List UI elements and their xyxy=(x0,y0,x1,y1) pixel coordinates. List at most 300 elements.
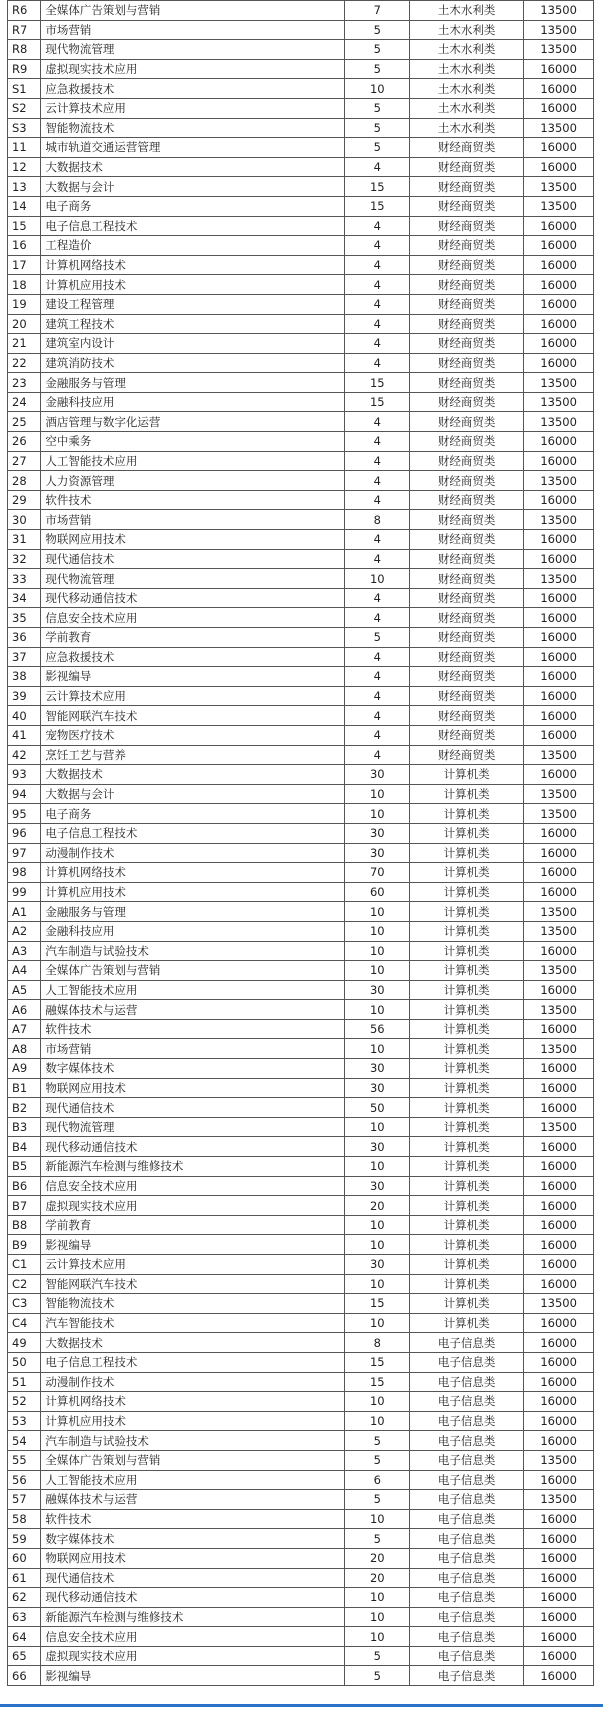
major-name-cell: 大数据与会计 xyxy=(41,177,345,197)
tuition-cell: 13500 xyxy=(524,1117,594,1137)
category-cell: 财经商贸类 xyxy=(410,432,524,452)
tuition-cell: 13500 xyxy=(524,373,594,393)
category-cell: 财经商贸类 xyxy=(410,353,524,373)
enrollment-count-cell: 4 xyxy=(345,294,410,314)
category-cell: 电子信息类 xyxy=(410,1529,524,1549)
major-code-cell: 56 xyxy=(8,1470,41,1490)
category-cell: 计算机类 xyxy=(410,1137,524,1157)
enrollment-count-cell: 4 xyxy=(345,157,410,177)
enrollment-count-cell: 10 xyxy=(345,79,410,99)
major-code-cell: 14 xyxy=(8,196,41,216)
major-name-cell: 建筑工程技术 xyxy=(41,314,345,334)
tuition-cell: 16000 xyxy=(524,255,594,275)
enrollment-count-cell: 15 xyxy=(345,1352,410,1372)
major-name-cell: 云计算技术应用 xyxy=(41,1255,345,1275)
table-row xyxy=(8,40,594,60)
category-cell: 电子信息类 xyxy=(410,1470,524,1490)
major-code-cell: 64 xyxy=(8,1627,41,1647)
tuition-cell: 13500 xyxy=(524,196,594,216)
enrollment-count-cell: 4 xyxy=(345,334,410,354)
major-code-cell: 39 xyxy=(8,686,41,706)
category-cell: 财经商贸类 xyxy=(410,294,524,314)
major-name-cell: 云计算技术应用 xyxy=(41,686,345,706)
category-cell: 财经商贸类 xyxy=(410,451,524,471)
category-cell: 计算机类 xyxy=(410,1176,524,1196)
table-row xyxy=(8,784,594,804)
bottom-divider xyxy=(0,1704,603,1707)
major-code-cell: A8 xyxy=(8,1039,41,1059)
table-row xyxy=(8,1450,594,1470)
tuition-cell: 16000 xyxy=(524,1098,594,1118)
major-name-cell: 市场营销 xyxy=(41,20,345,40)
enrollment-count-cell: 20 xyxy=(345,1548,410,1568)
major-code-cell: R6 xyxy=(8,1,41,21)
major-name-cell: 电子信息工程技术 xyxy=(41,216,345,236)
tuition-cell: 16000 xyxy=(524,1059,594,1079)
major-code-cell: S1 xyxy=(8,79,41,99)
major-code-cell: A6 xyxy=(8,1000,41,1020)
tuition-cell: 16000 xyxy=(524,1235,594,1255)
tuition-cell: 16000 xyxy=(524,1588,594,1608)
major-name-cell: 现代通信技术 xyxy=(41,1098,345,1118)
major-code-cell: 51 xyxy=(8,1372,41,1392)
table-row xyxy=(8,1294,594,1314)
table-row xyxy=(8,1157,594,1177)
enrollment-count-cell: 10 xyxy=(345,569,410,589)
table-row xyxy=(8,20,594,40)
table-row xyxy=(8,686,594,706)
enrollment-count-cell: 5 xyxy=(345,1431,410,1451)
tuition-cell: 16000 xyxy=(524,843,594,863)
tuition-cell: 13500 xyxy=(524,1450,594,1470)
major-code-cell: S3 xyxy=(8,118,41,138)
table-row xyxy=(8,373,594,393)
major-name-cell: 动漫制作技术 xyxy=(41,843,345,863)
major-name-cell: 电子信息工程技术 xyxy=(41,823,345,843)
table-row xyxy=(8,588,594,608)
major-code-cell: 21 xyxy=(8,334,41,354)
enrollment-count-cell: 4 xyxy=(345,530,410,550)
category-cell: 土木水利类 xyxy=(410,20,524,40)
major-name-cell: 建筑消防技术 xyxy=(41,353,345,373)
category-cell: 电子信息类 xyxy=(410,1568,524,1588)
enrollment-count-cell: 10 xyxy=(345,804,410,824)
enrollment-count-cell: 4 xyxy=(345,236,410,256)
table-row xyxy=(8,765,594,785)
table-row xyxy=(8,1509,594,1529)
major-name-cell: 现代移动通信技术 xyxy=(41,588,345,608)
major-code-cell: C3 xyxy=(8,1294,41,1314)
table-row xyxy=(8,412,594,432)
major-name-cell: 计算机应用技术 xyxy=(41,275,345,295)
category-cell: 财经商贸类 xyxy=(410,373,524,393)
major-code-cell: 12 xyxy=(8,157,41,177)
table-row xyxy=(8,1646,594,1666)
enrollment-count-cell: 5 xyxy=(345,98,410,118)
table-row xyxy=(8,1039,594,1059)
table-row xyxy=(8,1176,594,1196)
category-cell: 财经商贸类 xyxy=(410,334,524,354)
major-code-cell: 61 xyxy=(8,1568,41,1588)
table-row xyxy=(8,471,594,491)
major-name-cell: 汽车制造与试验技术 xyxy=(41,941,345,961)
table-row xyxy=(8,961,594,981)
major-name-cell: 大数据技术 xyxy=(41,1333,345,1353)
enrollment-count-cell: 5 xyxy=(345,1529,410,1549)
major-name-cell: 金融科技应用 xyxy=(41,921,345,941)
table-row xyxy=(8,980,594,1000)
category-cell: 财经商贸类 xyxy=(410,628,524,648)
enrollment-count-cell: 30 xyxy=(345,1078,410,1098)
enrollment-count-cell: 4 xyxy=(345,412,410,432)
major-code-cell: 15 xyxy=(8,216,41,236)
tuition-cell: 16000 xyxy=(524,1274,594,1294)
table-row xyxy=(8,706,594,726)
category-cell: 电子信息类 xyxy=(410,1411,524,1431)
major-name-cell: 新能源汽车检测与维修技术 xyxy=(41,1607,345,1627)
table-row xyxy=(8,1490,594,1510)
major-code-cell: A3 xyxy=(8,941,41,961)
tuition-cell: 16000 xyxy=(524,1627,594,1647)
category-cell: 财经商贸类 xyxy=(410,490,524,510)
tuition-cell: 13500 xyxy=(524,921,594,941)
major-code-cell: 98 xyxy=(8,863,41,883)
major-code-cell: A7 xyxy=(8,1019,41,1039)
enrollment-count-cell: 4 xyxy=(345,549,410,569)
enrollment-count-cell: 20 xyxy=(345,1196,410,1216)
tuition-cell: 13500 xyxy=(524,902,594,922)
major-name-cell: 电子商务 xyxy=(41,804,345,824)
enrollment-count-cell: 5 xyxy=(345,1490,410,1510)
tuition-cell: 16000 xyxy=(524,1607,594,1627)
major-name-cell: 现代物流管理 xyxy=(41,1117,345,1137)
major-name-cell: 影视编导 xyxy=(41,667,345,687)
category-cell: 财经商贸类 xyxy=(410,530,524,550)
table-row xyxy=(8,236,594,256)
tuition-cell: 13500 xyxy=(524,392,594,412)
tuition-cell: 16000 xyxy=(524,647,594,667)
table-row xyxy=(8,569,594,589)
table-row xyxy=(8,334,594,354)
enrollment-count-cell: 4 xyxy=(345,667,410,687)
major-name-cell: 市场营销 xyxy=(41,1039,345,1059)
major-code-cell: A4 xyxy=(8,961,41,981)
major-name-cell: 云计算技术应用 xyxy=(41,98,345,118)
tuition-cell: 16000 xyxy=(524,765,594,785)
enrollment-count-cell: 5 xyxy=(345,1666,410,1686)
enrollment-count-cell: 4 xyxy=(345,216,410,236)
major-code-cell: B8 xyxy=(8,1215,41,1235)
major-code-cell: A2 xyxy=(8,921,41,941)
category-cell: 财经商贸类 xyxy=(410,177,524,197)
enrollment-count-cell: 10 xyxy=(345,1235,410,1255)
major-code-cell: B2 xyxy=(8,1098,41,1118)
enrollment-count-cell: 60 xyxy=(345,882,410,902)
table-row xyxy=(8,1059,594,1079)
table-row xyxy=(8,1548,594,1568)
tuition-cell: 16000 xyxy=(524,353,594,373)
tuition-cell: 13500 xyxy=(524,177,594,197)
tuition-cell: 16000 xyxy=(524,432,594,452)
tuition-cell: 16000 xyxy=(524,1137,594,1157)
major-name-cell: 虚拟现实技术应用 xyxy=(41,59,345,79)
table-row xyxy=(8,216,594,236)
table-row xyxy=(8,138,594,158)
major-code-cell: B5 xyxy=(8,1157,41,1177)
category-cell: 财经商贸类 xyxy=(410,549,524,569)
table-row xyxy=(8,294,594,314)
category-cell: 计算机类 xyxy=(410,1000,524,1020)
enrollment-count-cell: 4 xyxy=(345,275,410,295)
major-code-cell: 42 xyxy=(8,745,41,765)
category-cell: 计算机类 xyxy=(410,902,524,922)
category-cell: 计算机类 xyxy=(410,980,524,1000)
enrollment-count-cell: 5 xyxy=(345,40,410,60)
major-name-cell: 酒店管理与数字化运营 xyxy=(41,412,345,432)
table-row xyxy=(8,902,594,922)
major-code-cell: 27 xyxy=(8,451,41,471)
enrollment-count-cell: 4 xyxy=(345,588,410,608)
tuition-cell: 13500 xyxy=(524,745,594,765)
major-code-cell: 60 xyxy=(8,1548,41,1568)
major-name-cell: 数字媒体技术 xyxy=(41,1529,345,1549)
major-name-cell: 现代通信技术 xyxy=(41,549,345,569)
enrollment-count-cell: 20 xyxy=(345,1568,410,1588)
category-cell: 财经商贸类 xyxy=(410,138,524,158)
major-code-cell: C4 xyxy=(8,1313,41,1333)
category-cell: 计算机类 xyxy=(410,1294,524,1314)
enrollment-count-cell: 7 xyxy=(345,1,410,21)
tuition-cell: 16000 xyxy=(524,980,594,1000)
enrollment-count-cell: 4 xyxy=(345,255,410,275)
enrollment-count-cell: 30 xyxy=(345,1137,410,1157)
major-name-cell: 人工智能技术应用 xyxy=(41,451,345,471)
tuition-cell: 16000 xyxy=(524,216,594,236)
major-code-cell: 30 xyxy=(8,510,41,530)
tuition-cell: 16000 xyxy=(524,59,594,79)
category-cell: 财经商贸类 xyxy=(410,510,524,530)
tuition-cell: 16000 xyxy=(524,941,594,961)
major-code-cell: 28 xyxy=(8,471,41,491)
enrollment-count-cell: 5 xyxy=(345,59,410,79)
major-name-cell: 大数据技术 xyxy=(41,157,345,177)
table-row xyxy=(8,863,594,883)
table-row xyxy=(8,1137,594,1157)
tuition-cell: 13500 xyxy=(524,412,594,432)
tuition-cell: 13500 xyxy=(524,1294,594,1314)
major-code-cell: 53 xyxy=(8,1411,41,1431)
enrollment-count-cell: 15 xyxy=(345,392,410,412)
tuition-cell: 16000 xyxy=(524,1666,594,1686)
table-row xyxy=(8,1607,594,1627)
major-name-cell: 信息安全技术应用 xyxy=(41,1176,345,1196)
category-cell: 财经商贸类 xyxy=(410,157,524,177)
category-cell: 计算机类 xyxy=(410,784,524,804)
enrollment-count-cell: 4 xyxy=(345,608,410,628)
major-code-cell: A9 xyxy=(8,1059,41,1079)
tuition-cell: 16000 xyxy=(524,667,594,687)
category-cell: 电子信息类 xyxy=(410,1588,524,1608)
major-code-cell: 11 xyxy=(8,138,41,158)
table-row xyxy=(8,392,594,412)
category-cell: 财经商贸类 xyxy=(410,647,524,667)
major-name-cell: 应急救援技术 xyxy=(41,647,345,667)
major-name-cell: 智能物流技术 xyxy=(41,1294,345,1314)
major-name-cell: 动漫制作技术 xyxy=(41,1372,345,1392)
major-name-cell: 物联网应用技术 xyxy=(41,530,345,550)
category-cell: 计算机类 xyxy=(410,882,524,902)
category-cell: 电子信息类 xyxy=(410,1646,524,1666)
enrollment-count-cell: 10 xyxy=(345,1157,410,1177)
tuition-cell: 16000 xyxy=(524,1157,594,1177)
tuition-cell: 16000 xyxy=(524,1411,594,1431)
category-cell: 计算机类 xyxy=(410,1255,524,1275)
tuition-cell: 16000 xyxy=(524,725,594,745)
enrollment-count-cell: 10 xyxy=(345,1117,410,1137)
category-cell: 财经商贸类 xyxy=(410,392,524,412)
tuition-cell: 16000 xyxy=(524,823,594,843)
category-cell: 计算机类 xyxy=(410,1098,524,1118)
major-name-cell: 智能物流技术 xyxy=(41,118,345,138)
table-row xyxy=(8,921,594,941)
major-name-cell: 电子信息工程技术 xyxy=(41,1352,345,1372)
table-row xyxy=(8,549,594,569)
enrollment-count-cell: 4 xyxy=(345,490,410,510)
major-name-cell: 计算机网络技术 xyxy=(41,255,345,275)
major-code-cell: 40 xyxy=(8,706,41,726)
category-cell: 土木水利类 xyxy=(410,1,524,21)
table-row xyxy=(8,1372,594,1392)
table-row xyxy=(8,667,594,687)
major-code-cell: 52 xyxy=(8,1392,41,1412)
tuition-cell: 16000 xyxy=(524,1078,594,1098)
enrollment-count-cell: 10 xyxy=(345,1313,410,1333)
category-cell: 计算机类 xyxy=(410,961,524,981)
tuition-cell: 13500 xyxy=(524,510,594,530)
major-name-cell: 现代移动通信技术 xyxy=(41,1588,345,1608)
major-code-cell: A5 xyxy=(8,980,41,1000)
table-body xyxy=(8,1,594,1686)
table-row xyxy=(8,1196,594,1216)
tuition-cell: 16000 xyxy=(524,1548,594,1568)
major-name-cell: 信息安全技术应用 xyxy=(41,1627,345,1647)
tuition-cell: 16000 xyxy=(524,98,594,118)
major-name-cell: 软件技术 xyxy=(41,1509,345,1529)
major-name-cell: 工程造价 xyxy=(41,236,345,256)
table-row xyxy=(8,451,594,471)
major-name-cell: 影视编导 xyxy=(41,1235,345,1255)
major-code-cell: A1 xyxy=(8,902,41,922)
category-cell: 计算机类 xyxy=(410,1215,524,1235)
category-cell: 财经商贸类 xyxy=(410,725,524,745)
table-row xyxy=(8,1352,594,1372)
category-cell: 电子信息类 xyxy=(410,1666,524,1686)
category-cell: 财经商贸类 xyxy=(410,216,524,236)
enrollment-count-cell: 30 xyxy=(345,1176,410,1196)
tuition-cell: 16000 xyxy=(524,157,594,177)
table-row xyxy=(8,196,594,216)
enrollment-count-cell: 10 xyxy=(345,1588,410,1608)
enrollment-plan-table xyxy=(7,0,594,1686)
enrollment-count-cell: 15 xyxy=(345,177,410,197)
tuition-cell: 16000 xyxy=(524,490,594,510)
tuition-cell: 16000 xyxy=(524,334,594,354)
enrollment-count-cell: 4 xyxy=(345,647,410,667)
table-row xyxy=(8,490,594,510)
category-cell: 财经商贸类 xyxy=(410,745,524,765)
enrollment-count-cell: 10 xyxy=(345,1039,410,1059)
category-cell: 土木水利类 xyxy=(410,79,524,99)
major-name-cell: 全媒体广告策划与营销 xyxy=(41,1450,345,1470)
major-code-cell: 23 xyxy=(8,373,41,393)
table-row xyxy=(8,510,594,530)
major-code-cell: C2 xyxy=(8,1274,41,1294)
category-cell: 电子信息类 xyxy=(410,1627,524,1647)
major-code-cell: 19 xyxy=(8,294,41,314)
table-row xyxy=(8,608,594,628)
major-code-cell: 65 xyxy=(8,1646,41,1666)
category-cell: 电子信息类 xyxy=(410,1490,524,1510)
tuition-cell: 16000 xyxy=(524,530,594,550)
enrollment-count-cell: 5 xyxy=(345,1646,410,1666)
tuition-cell: 13500 xyxy=(524,471,594,491)
major-name-cell: 金融科技应用 xyxy=(41,392,345,412)
table-row xyxy=(8,118,594,138)
major-name-cell: 空中乘务 xyxy=(41,432,345,452)
table-row xyxy=(8,1470,594,1490)
major-name-cell: 新能源汽车检测与维修技术 xyxy=(41,1157,345,1177)
major-code-cell: B7 xyxy=(8,1196,41,1216)
enrollment-count-cell: 56 xyxy=(345,1019,410,1039)
table-row xyxy=(8,1000,594,1020)
tuition-cell: 16000 xyxy=(524,706,594,726)
tuition-cell: 16000 xyxy=(524,236,594,256)
major-code-cell: 41 xyxy=(8,725,41,745)
category-cell: 电子信息类 xyxy=(410,1548,524,1568)
enrollment-count-cell: 10 xyxy=(345,902,410,922)
tuition-cell: 16000 xyxy=(524,1313,594,1333)
major-name-cell: 虚拟现实技术应用 xyxy=(41,1646,345,1666)
tuition-cell: 16000 xyxy=(524,294,594,314)
tuition-cell: 16000 xyxy=(524,1176,594,1196)
table-row xyxy=(8,1568,594,1588)
category-cell: 计算机类 xyxy=(410,921,524,941)
category-cell: 财经商贸类 xyxy=(410,314,524,334)
table-row xyxy=(8,1019,594,1039)
major-code-cell: 94 xyxy=(8,784,41,804)
enrollment-count-cell: 70 xyxy=(345,863,410,883)
category-cell: 电子信息类 xyxy=(410,1392,524,1412)
major-name-cell: 全媒体广告策划与营销 xyxy=(41,1,345,21)
major-name-cell: 建筑室内设计 xyxy=(41,334,345,354)
enrollment-count-cell: 4 xyxy=(345,451,410,471)
enrollment-count-cell: 5 xyxy=(345,138,410,158)
major-name-cell: 融媒体技术与运营 xyxy=(41,1000,345,1020)
table-row xyxy=(8,1313,594,1333)
category-cell: 计算机类 xyxy=(410,823,524,843)
tuition-cell: 13500 xyxy=(524,804,594,824)
major-code-cell: 96 xyxy=(8,823,41,843)
major-name-cell: 人力资源管理 xyxy=(41,471,345,491)
major-name-cell: 现代移动通信技术 xyxy=(41,1137,345,1157)
major-code-cell: 32 xyxy=(8,549,41,569)
major-code-cell: 35 xyxy=(8,608,41,628)
enrollment-count-cell: 4 xyxy=(345,432,410,452)
major-code-cell: 62 xyxy=(8,1588,41,1608)
table-row xyxy=(8,1117,594,1137)
category-cell: 财经商贸类 xyxy=(410,667,524,687)
category-cell: 计算机类 xyxy=(410,843,524,863)
